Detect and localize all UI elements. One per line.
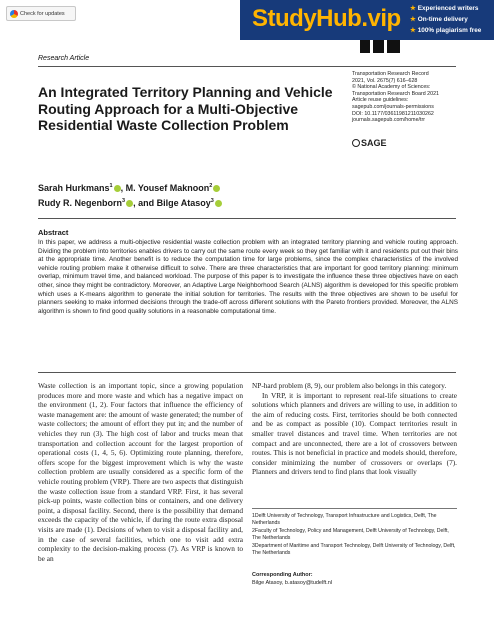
article-title: An Integrated Territory Planning and Vehicle Routing Approach for a Multi-Objective Residential Waste Collection Problem: [38, 84, 333, 133]
paragraph: Waste collection is an important topic, since a growing population produces more and more waste and which has a negative impact on the environment (1, 2). Four factors that influence the efficiency of waste management are: the amount of waste generated; the number of waste collectors; the amount of effort they put in; and the number of vehicles they run (3). The high cost of labor and trucks mean that transportation and collection account for the largest proportion of operational costs (1, 4, 5, 6). Optimizing route planning, therefore, offers scope for the biggest improvement which is why the waste collection problem are usually considered as a specific form of the vehicle routing problem (VRP). There are two aspects that distinguish the waste collection issue from a standard VRP. First, it has several pick-up points, waste collection bins or containers, and one delivery point, a disposal facility. Second, there is the possibility that demand exceeds the capacity of the vehicle, if during the route extra disposal visits are made (1). Decisions of when to visit a disposal facility and, in the case of several facilities, which one to visit add extra complexity to the decision-making process (7). As VRP is known to be an: [38, 381, 243, 563]
journal-logo: [360, 40, 400, 53]
doi[interactable]: DOI: 10.1177/03611981211030262: [352, 110, 434, 117]
author-name: , and Bilge Atasoy: [133, 198, 211, 208]
star-icon: ★: [410, 16, 416, 23]
permissions-link[interactable]: sagepub.com/journals-permissions: [352, 103, 434, 110]
banner-brand: StudyHub.vip: [252, 5, 401, 32]
author-name: , M. Yousef Maknoon: [120, 183, 210, 193]
author-name: Sarah Hurkmans: [38, 183, 110, 193]
check-for-updates-button[interactable]: [6, 6, 76, 21]
journal-name: Transportation Research Record: [352, 71, 429, 77]
corresponding-email[interactable]: Bilge Atasoy, b.atasoy@tudelft.nl: [252, 579, 333, 586]
check-updates-icon: [10, 10, 18, 18]
authors: Sarah Hurkmans$^1$ , M. Yousef Maknoon$^2$ Rudy R. Negenborn$^3$ , and Bilge Atasoy$^3$: [38, 180, 358, 210]
divider: [38, 66, 456, 67]
sage-logo-icon: [352, 139, 360, 147]
banner-feature: ★ On-time delivery: [410, 16, 468, 23]
orcid-icon[interactable]: [213, 185, 220, 192]
divider: [38, 372, 456, 373]
reuse-guidelines-label: Article reuse guidelines:: [352, 97, 409, 104]
paragraph: NP-hard problem (8, 9), our problem also belongs in this category.: [252, 381, 447, 390]
abstract-heading: Abstract: [38, 228, 69, 237]
affiliations: [252, 508, 457, 558]
article-type: Research Article: [38, 55, 90, 62]
body-column-right: [252, 381, 457, 477]
journal-copyright: © National Academy of Sciences:: [352, 84, 431, 91]
journal-info: [352, 71, 462, 124]
star-icon: ★: [410, 5, 416, 12]
journal-volume: 2021, Vol. 2675(7) 616–628: [352, 77, 418, 84]
journal-copyright-2: Transportation Research Board 2021: [352, 90, 439, 97]
abstract-text: In this paper, we address a multi-objective residential waste collection problem with an integrated territory planning and vehicle routing approach. Dividing the problem into territories enables drivers to carry out the same route every week so they get familiar with it and residents put out their bins at the appropriate time. Another benefit is to reduce the computation time for large problems, since the complex characteristics of the involved vehicle routing problem make it otherwise difficult to solve. There are three characteristics that are important for good territory planning: minimum overlap, minimum travel time, and balanced workload. The purpose of this paper is to investigate the influence these three objectives have on each other, since they might be contradictory. Moreover, an Adaptive Large Neighborhood Search (ALNS) algorithm is developed for this specific problem which uses a K-means algorithm to generate the initial solution for territories. The results with the three objectives are shown to be useful for planners seeking to make informed decisions through the trade-off across different solutions with the Pareto frontiers provided. Moreover, the ALNS algorithm is shown to find good quality solutions in a reasonable computational time.: [38, 239, 458, 315]
ad-banner[interactable]: [240, 0, 494, 40]
divider: [38, 218, 456, 219]
star-icon: ★: [410, 27, 416, 34]
affiliation: 1Delft University of Technology, Transport Infrastructure and Logistics, Delft, The Netherlands: [252, 513, 437, 526]
orcid-icon[interactable]: [215, 200, 222, 207]
banner-feature: ★ 100% plagiarism free: [410, 27, 482, 34]
orcid-icon[interactable]: [114, 185, 121, 192]
affiliation: 2Faculty of Technology, Policy and Management, Delft University of Technology, Delft, The Netherlands: [252, 528, 449, 541]
author-name: Rudy R. Negenborn: [38, 198, 123, 208]
journal-home-link[interactable]: journals.sagepub.com/home/trr: [352, 117, 426, 124]
corresponding-heading: Corresponding Author:: [252, 572, 313, 578]
body-column-left: [38, 381, 243, 563]
publisher-logo: SAGE: [352, 138, 387, 148]
corresponding-author: [252, 572, 457, 587]
paragraph: In VRP, it is important to represent real-life situations to create solutions which planners and drivers are willing to use, in addition to the aim of reducing costs. First, territories should be both connected and be as compact as possible (10). Compact territories result in smaller travel distances and travel time. When territories are not compact and are unconnected, there are a lot of crossovers between routes. This is not beneficial in practice and models should, therefore, consider minimizing the number of crossovers or overlaps (7). Planners and drivers tend to find plans that look visually: [252, 390, 457, 477]
check-updates-label: Check for updates: [20, 11, 65, 17]
banner-feature: ★ Experienced writers: [410, 5, 479, 12]
affiliation: 3Department of Maritime and Transport Technology, Delft University of Technology, Delft, The Netherlands: [252, 543, 456, 556]
